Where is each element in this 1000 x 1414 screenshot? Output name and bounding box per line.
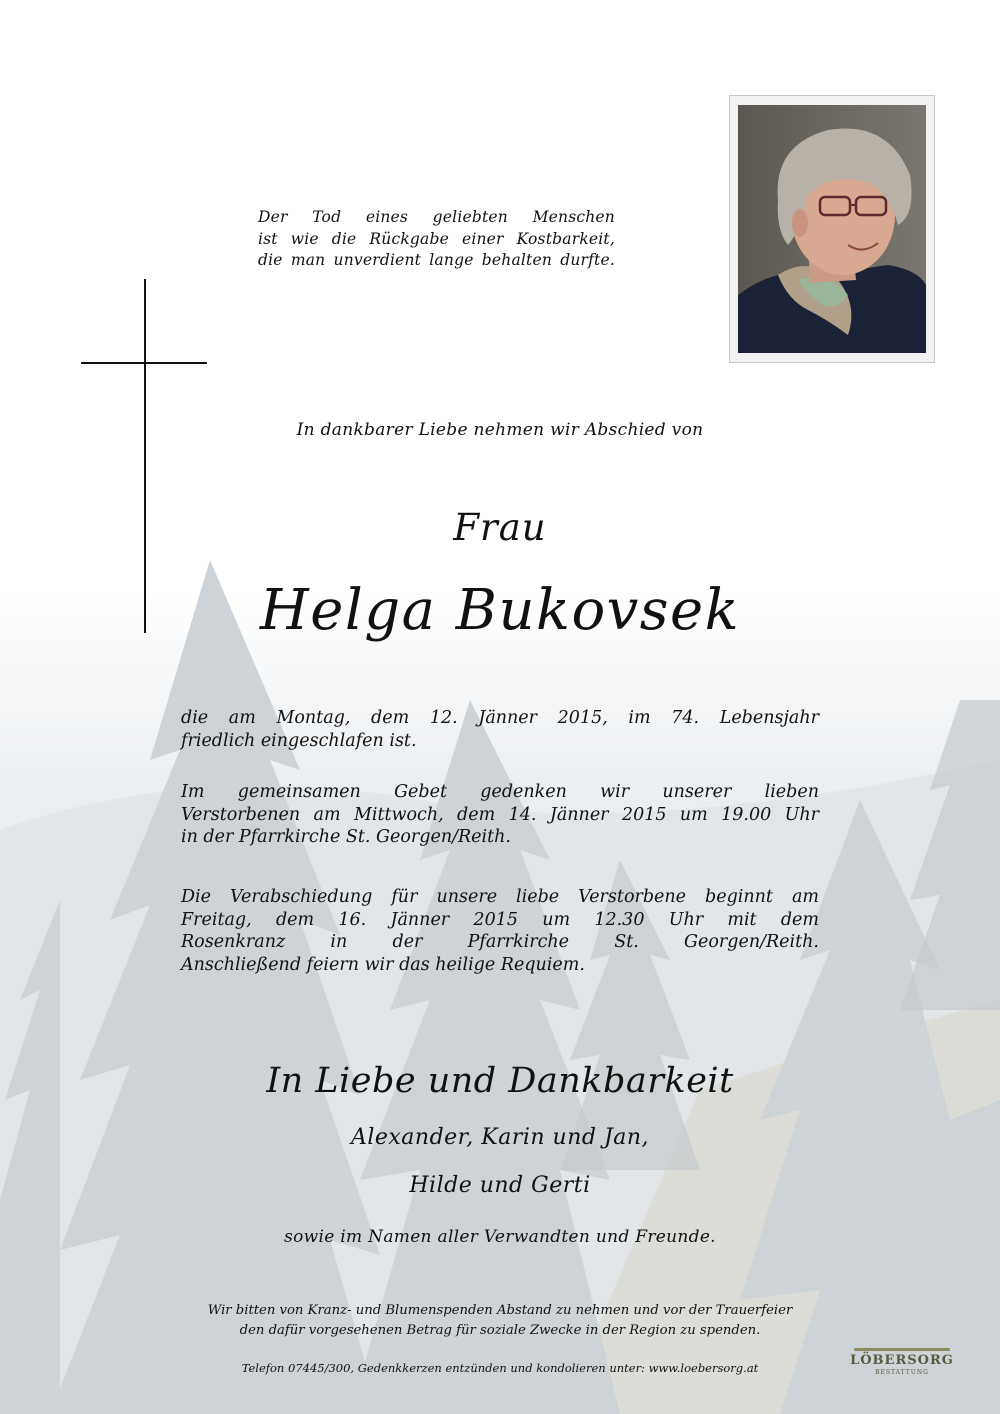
request-line: Wir bitten von Kranz- und Blumenspenden Abstand zu nehmen und vor der Trauerfeier xyxy=(207,1303,793,1318)
death-notice-paragraph xyxy=(181,707,819,752)
family-names: Alexander, Karin und Jan, xyxy=(350,1125,650,1150)
paragraph-line: Freitag, dem 16. Jänner 2015 um 12.30 Uhr mit dem xyxy=(181,909,819,930)
closing-heading: In Liebe und Dankbarkeit xyxy=(266,1061,734,1101)
memorial-quote xyxy=(258,207,615,272)
quote-line: die man unverdient lange behalten durfte. xyxy=(258,251,615,269)
salutation: Frau xyxy=(453,506,547,549)
portrait-photo xyxy=(738,105,926,353)
paragraph-line: Im gemeinsamen Gebet gedenken wir unserer lieben xyxy=(181,782,819,802)
cross-vertical-bar xyxy=(144,279,146,633)
logo-bar xyxy=(854,1348,950,1351)
quote-line: ist wie die Rückgabe einer Kostbarkeit, xyxy=(258,229,615,248)
paragraph-line: Verstorbenen am Mittwoch, dem 14. Jänner 2015 um 19.00 Uhr xyxy=(181,804,819,825)
quote-line: Der Tod eines geliebten Menschen xyxy=(258,208,615,226)
contact-line: Telefon 07445/300, Gedenkkerzen entzünden und kondolieren unter: www.loebersorg.at xyxy=(241,1361,759,1375)
portrait-photo-frame xyxy=(729,95,935,363)
request-line: den dafür vorgesehenen Betrag für soziale Zwecke in der Region zu spenden. xyxy=(239,1323,761,1338)
cross-horizontal-bar xyxy=(81,362,207,364)
relatives-line: sowie im Namen aller Verwandten und Freunde. xyxy=(284,1227,716,1247)
paragraph-line: die am Montag, dem 12. Jänner 2015, im 74. Lebensjahr xyxy=(181,708,819,728)
paragraph-line: in der Pfarrkirche St. Georgen/Reith. xyxy=(181,827,511,847)
logo-subtitle: BESTATTUNG xyxy=(875,1369,929,1376)
funeral-paragraph xyxy=(181,886,819,976)
paragraph-line: friedlich eingeschlafen ist. xyxy=(181,730,417,751)
farewell-intro: In dankbarer Liebe nehmen wir Abschied von xyxy=(296,420,704,440)
logo-name: LÖBERSORG xyxy=(850,1353,954,1368)
family-names: Hilde und Gerti xyxy=(409,1173,591,1198)
funeral-home-logo xyxy=(842,1348,962,1376)
donation-request xyxy=(0,1301,1000,1341)
prayer-paragraph xyxy=(181,781,819,849)
paragraph-line: Rosenkranz in der Pfarrkirche St. Georgen/Reith. xyxy=(181,932,819,952)
paragraph-line: Anschließend feiern wir das heilige Requiem. xyxy=(181,954,585,975)
deceased-name: Helga Bukovsek xyxy=(259,578,741,643)
paragraph-line: Die Verabschiedung für unsere liebe Verstorbene beginnt am xyxy=(181,887,819,907)
